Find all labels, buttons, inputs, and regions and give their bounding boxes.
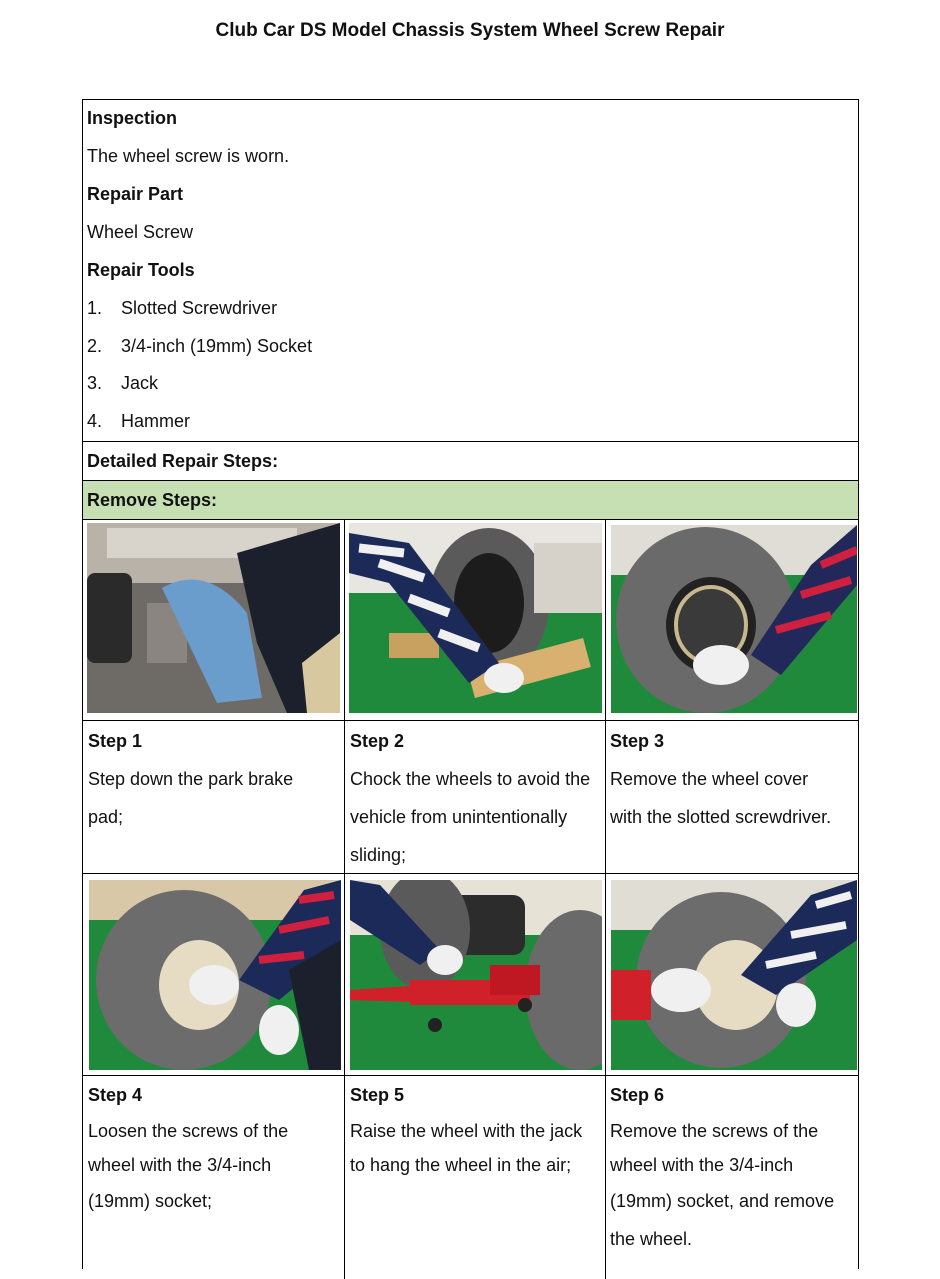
- step6-line: Remove the screws of the: [610, 1121, 819, 1141]
- divider: [83, 720, 858, 721]
- step1-title: Step 1: [88, 731, 143, 751]
- repair-tools-heading: Repair Tools: [87, 260, 195, 280]
- step4-title: Step 4: [88, 1085, 143, 1105]
- repair-part-heading: Repair Part: [87, 184, 184, 204]
- step1-photo: [87, 523, 340, 713]
- step-cell: [610, 1076, 834, 1258]
- step2-line: sliding;: [350, 845, 407, 865]
- step6-photo: [611, 880, 857, 1070]
- column-divider: [344, 519, 345, 1279]
- document-title: Club Car DS Model Chassis System Wheel Screw Repair: [215, 20, 725, 41]
- step4-line: Loosen the screws of the: [88, 1121, 289, 1141]
- step5-line: Raise the wheel with the jack: [350, 1121, 583, 1141]
- step5-line: to hang the wheel in the air;: [350, 1155, 572, 1175]
- step6-title: Step 6: [610, 1085, 665, 1105]
- tool-item: 3. Jack: [87, 373, 159, 393]
- inspection-text: The wheel screw is worn.: [87, 146, 290, 166]
- detailed-steps-heading: Detailed Repair Steps:: [87, 451, 279, 471]
- step1-line: pad;: [88, 807, 124, 827]
- inspection-heading: Inspection: [87, 108, 178, 128]
- step2-title: Step 2: [350, 731, 405, 751]
- step6-line: (19mm) socket, and remove: [610, 1191, 835, 1211]
- divider: [83, 441, 858, 442]
- step-cell: [610, 722, 831, 836]
- step4-photo: [89, 880, 341, 1070]
- step-cell: [350, 1076, 582, 1182]
- column-divider: [605, 519, 606, 1279]
- step-cell: [88, 722, 293, 836]
- step-cell: [350, 722, 590, 874]
- step3-photo: [611, 525, 857, 713]
- repair-table: [82, 99, 859, 1269]
- step4-line: wheel with the 3/4-inch: [88, 1155, 272, 1175]
- step2-line: Chock the wheels to avoid the: [350, 769, 591, 789]
- step3-line: Remove the wheel cover: [610, 769, 809, 789]
- step3-line: with the slotted screwdriver.: [610, 807, 832, 827]
- tool-item: 1. Slotted Screwdriver: [87, 298, 278, 318]
- step6-line: wheel with the 3/4-inch: [610, 1155, 794, 1175]
- step6-line: the wheel.: [610, 1229, 693, 1249]
- step4-line: (19mm) socket;: [88, 1191, 213, 1211]
- tool-item: 4. Hammer: [87, 411, 191, 431]
- remove-steps-heading: Remove Steps:: [87, 490, 218, 510]
- divider: [83, 519, 858, 520]
- step-cell: [88, 1076, 288, 1220]
- step5-title: Step 5: [350, 1085, 405, 1105]
- step2-photo: [349, 523, 602, 713]
- step2-line: vehicle from unintentionally: [350, 807, 568, 827]
- tool-item: 2. 3/4-inch (19mm) Socket: [87, 336, 313, 356]
- step1-line: Step down the park brake: [88, 769, 294, 789]
- step3-title: Step 3: [610, 731, 665, 751]
- repair-part-text: Wheel Screw: [87, 222, 194, 242]
- step5-photo: [350, 880, 602, 1070]
